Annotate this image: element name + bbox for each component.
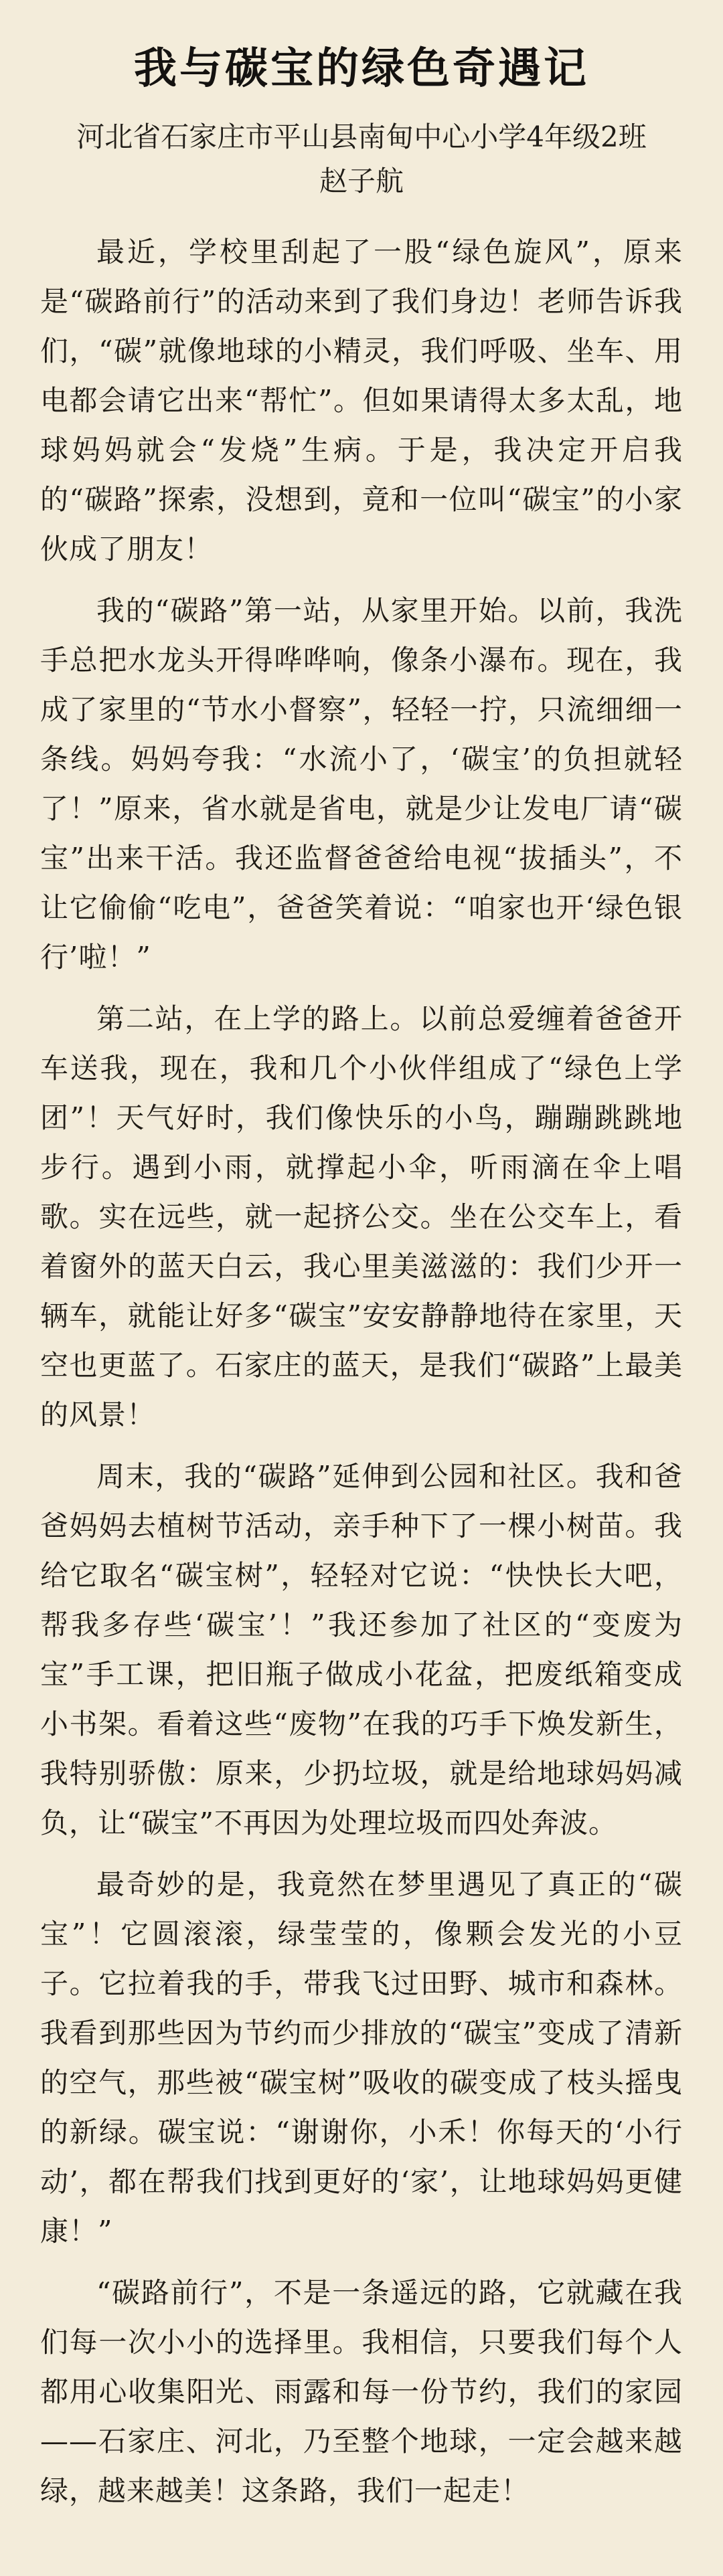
school-class-line: 河北省石家庄市平山县南甸中心小学4年级2班 [76, 120, 647, 153]
paragraph-3: 第二站，在上学的路上。以前总爱缠着爸爸开车送我，现在，我和几个小伙伴组成了“绿色上学团”！天气好时，我们像快乐的小鸟，蹦蹦跳跳地步行。遇到小雨，就撑起小伞，听雨滴在伞上唱歌。实在远些，就一起挤公交。坐在公交车上，看着窗外的蓝天白云，我心里美滋滋的：我们少开一辆车，就能让好多“碳宝”安安静静地待在家里，天空也更蓝了。石家庄的蓝天，是我们“碳路”上最美的风景！ [40, 1002, 683, 1431]
paragraph-1: 最近，学校里刮起了一股“绿色旋风”，原来是“碳路前行”的活动来到了我们身边！老师告诉我们，“碳”就像地球的小精灵，我们呼吸、坐车、用电都会请它出来“帮忙”。但如果请得太多太乱，地球妈妈就会“发烧”生病。于是，我决定开启我的“碳路”探索，没想到，竟和一位叫“碳宝”的小家伙成了朋友！ [40, 236, 683, 565]
paragraph-5: 最奇妙的是，我竟然在梦里遇见了真正的“碳宝”！它圆滚滚，绿莹莹的，像颗会发光的小豆子。它拉着我的手，带我飞过田野、城市和森林。我看到那些因为节约而少排放的“碳宝”变成了清新的空气，那些被“碳宝树”吸收的碳变成了枝头摇曳的新绿。碳宝说：“谢谢你，小禾！你每天的‘小行动’，都在帮我们找到更好的‘家’，让地球妈妈更健康！” [40, 1868, 683, 2247]
essay-title: 我与碳宝的绿色奇遇记 [134, 43, 589, 94]
author-name: 赵子航 [319, 165, 404, 197]
paragraph-6: “碳路前行”，不是一条遥远的路，它就藏在我们每一次小小的选择里。我相信，只要我们每个人都用心收集阳光、雨露和每一份节约，我们的家园——石家庄、河北，乃至整个地球，一定会越来越绿，越来越美！这条路，我们一起走！ [40, 2276, 683, 2507]
essay-body [40, 227, 683, 2516]
paragraph-4: 周末，我的“碳路”延伸到公园和社区。我和爸爸妈妈去植树节活动，亲手种下了一棵小树苗。我给它取名“碳宝树”，轻轻对它说：“快快长大吧，帮我多存些‘碳宝’！”我还参加了社区的“变废为宝”手工课，把旧瓶子做成小花盆，把废纸箱变成小书架。看着这些“废物”在我的巧手下焕发新生，我特别骄傲：原来，少扔垃圾，就是给地球妈妈减负，让“碳宝”不再因为处理垃圾而四处奔波。 [40, 1460, 683, 1839]
paragraph-2: 我的“碳路”第一站，从家里开始。以前，我洗手总把水龙头开得哗哗响，像条小瀑布。现在，我成了家里的“节水小督察”，轻轻一拧，只流细细一条线。妈妈夸我：“水流小了，‘碳宝’的负担就轻了！”原来，省水就是省电，就是少让发电厂请“碳宝”出来干活。我还监督爸爸给电视“拔插头”，不让它偷偷“吃电”，爸爸笑着说：“咱家也开‘绿色银行’啦！” [40, 594, 683, 974]
